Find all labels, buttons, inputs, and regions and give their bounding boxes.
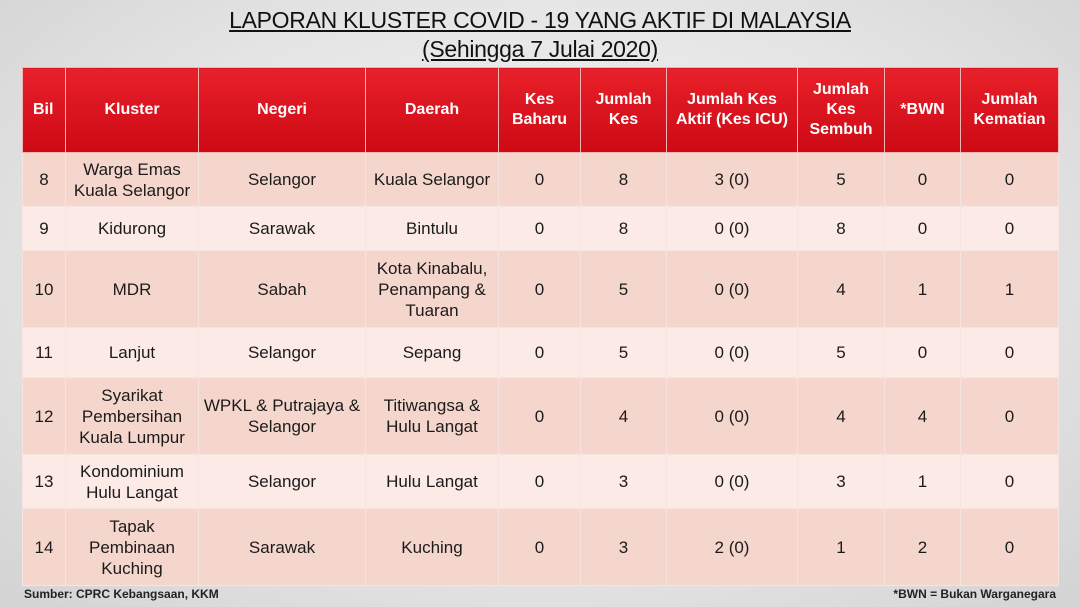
- cell-kluster: Kidurong: [66, 207, 199, 251]
- table-row: [23, 509, 1059, 586]
- bwn-footnote: *BWN = Bukan Warganegara: [893, 587, 1056, 601]
- cell-kematian: 0: [961, 378, 1059, 455]
- header-jumlah-kes-aktif: Jumlah Kes Aktif (Kes ICU): [667, 68, 798, 153]
- cell-bil: 10: [23, 251, 66, 328]
- cell-kes-aktif: 3 (0): [667, 153, 798, 207]
- table-header-row: [23, 68, 1059, 153]
- cell-kes-sembuh: 4: [798, 378, 885, 455]
- cell-kes-baharu: 0: [499, 455, 581, 509]
- cell-kes-sembuh: 8: [798, 207, 885, 251]
- cell-kes-aktif: 2 (0): [667, 509, 798, 586]
- cell-kematian: 0: [961, 153, 1059, 207]
- source-note: Sumber: CPRC Kebangsaan, KKM: [24, 587, 219, 601]
- cell-daerah: Kuching: [366, 509, 499, 586]
- cell-negeri: Sarawak: [199, 207, 366, 251]
- cell-kes-aktif: 0 (0): [667, 251, 798, 328]
- cell-kes-aktif: 0 (0): [667, 378, 798, 455]
- cell-kematian: 0: [961, 455, 1059, 509]
- cell-bwn: 2: [885, 509, 961, 586]
- cell-bwn: 0: [885, 153, 961, 207]
- cell-kes-aktif: 0 (0): [667, 207, 798, 251]
- cell-kes-sembuh: 5: [798, 153, 885, 207]
- header-daerah: Daerah: [366, 68, 499, 153]
- cell-jumlah-kes: 3: [581, 509, 667, 586]
- cell-kes-baharu: 0: [499, 153, 581, 207]
- cell-bwn: 0: [885, 207, 961, 251]
- table-row: [23, 251, 1059, 328]
- report-title-block: [0, 6, 1080, 64]
- cell-bwn: 0: [885, 328, 961, 378]
- cell-kes-sembuh: 5: [798, 328, 885, 378]
- cell-jumlah-kes: 5: [581, 328, 667, 378]
- header-kes-baharu: Kes Baharu: [499, 68, 581, 153]
- cell-bil: 8: [23, 153, 66, 207]
- cell-jumlah-kes: 5: [581, 251, 667, 328]
- cluster-table: [22, 67, 1059, 586]
- cell-daerah: Sepang: [366, 328, 499, 378]
- table-row: [23, 455, 1059, 509]
- cell-kluster: Kondominium Hulu Langat: [66, 455, 199, 509]
- cell-kluster: MDR: [66, 251, 199, 328]
- cell-kes-baharu: 0: [499, 207, 581, 251]
- cell-kes-baharu: 0: [499, 251, 581, 328]
- cell-bil: 13: [23, 455, 66, 509]
- header-jumlah-kes: Jumlah Kes: [581, 68, 667, 153]
- cell-daerah: Kuala Selangor: [366, 153, 499, 207]
- cell-jumlah-kes: 4: [581, 378, 667, 455]
- cell-jumlah-kes: 8: [581, 153, 667, 207]
- cell-kes-baharu: 0: [499, 328, 581, 378]
- cell-jumlah-kes: 3: [581, 455, 667, 509]
- cell-bwn: 1: [885, 455, 961, 509]
- table-row: [23, 378, 1059, 455]
- cell-bil: 11: [23, 328, 66, 378]
- cell-negeri: Selangor: [199, 328, 366, 378]
- cell-daerah: Hulu Langat: [366, 455, 499, 509]
- cell-kes-baharu: 0: [499, 509, 581, 586]
- cell-jumlah-kes: 8: [581, 207, 667, 251]
- header-bwn: *BWN: [885, 68, 961, 153]
- cell-daerah: Titiwangsa & Hulu Langat: [366, 378, 499, 455]
- table-row: [23, 207, 1059, 251]
- cell-kluster: Syarikat Pembersihan Kuala Lumpur: [66, 378, 199, 455]
- cell-kematian: 0: [961, 328, 1059, 378]
- cell-kes-sembuh: 1: [798, 509, 885, 586]
- cell-kes-aktif: 0 (0): [667, 328, 798, 378]
- cell-bil: 9: [23, 207, 66, 251]
- cell-kluster: Warga Emas Kuala Selangor: [66, 153, 199, 207]
- cell-kluster: Lanjut: [66, 328, 199, 378]
- cell-kematian: 1: [961, 251, 1059, 328]
- cell-daerah: Bintulu: [366, 207, 499, 251]
- cell-bil: 14: [23, 509, 66, 586]
- cell-daerah: Kota Kinabalu, Penampang & Tuaran: [366, 251, 499, 328]
- report-date: (Sehingga 7 Julai 2020): [421, 36, 659, 62]
- cell-kes-baharu: 0: [499, 378, 581, 455]
- cell-negeri: Selangor: [199, 455, 366, 509]
- cell-bwn: 1: [885, 251, 961, 328]
- header-jumlah-kes-sembuh: Jumlah Kes Sembuh: [798, 68, 885, 153]
- table-row: [23, 328, 1059, 378]
- cell-kematian: 0: [961, 207, 1059, 251]
- cell-negeri: Sarawak: [199, 509, 366, 586]
- cell-negeri: WPKL & Putrajaya & Selangor: [199, 378, 366, 455]
- cell-kematian: 0: [961, 509, 1059, 586]
- report-title: LAPORAN KLUSTER COVID - 19 YANG AKTIF DI MALAYSIA: [229, 7, 851, 33]
- cell-negeri: Selangor: [199, 153, 366, 207]
- table-row: [23, 153, 1059, 207]
- header-negeri: Negeri: [199, 68, 366, 153]
- header-kluster: Kluster: [66, 68, 199, 153]
- cell-negeri: Sabah: [199, 251, 366, 328]
- cell-kluster: Tapak Pembinaan Kuching: [66, 509, 199, 586]
- header-jumlah-kematian: Jumlah Kematian: [961, 68, 1059, 153]
- cell-kes-sembuh: 4: [798, 251, 885, 328]
- cell-kes-aktif: 0 (0): [667, 455, 798, 509]
- cell-kes-sembuh: 3: [798, 455, 885, 509]
- cell-bil: 12: [23, 378, 66, 455]
- header-bil: Bil: [23, 68, 66, 153]
- cell-bwn: 4: [885, 378, 961, 455]
